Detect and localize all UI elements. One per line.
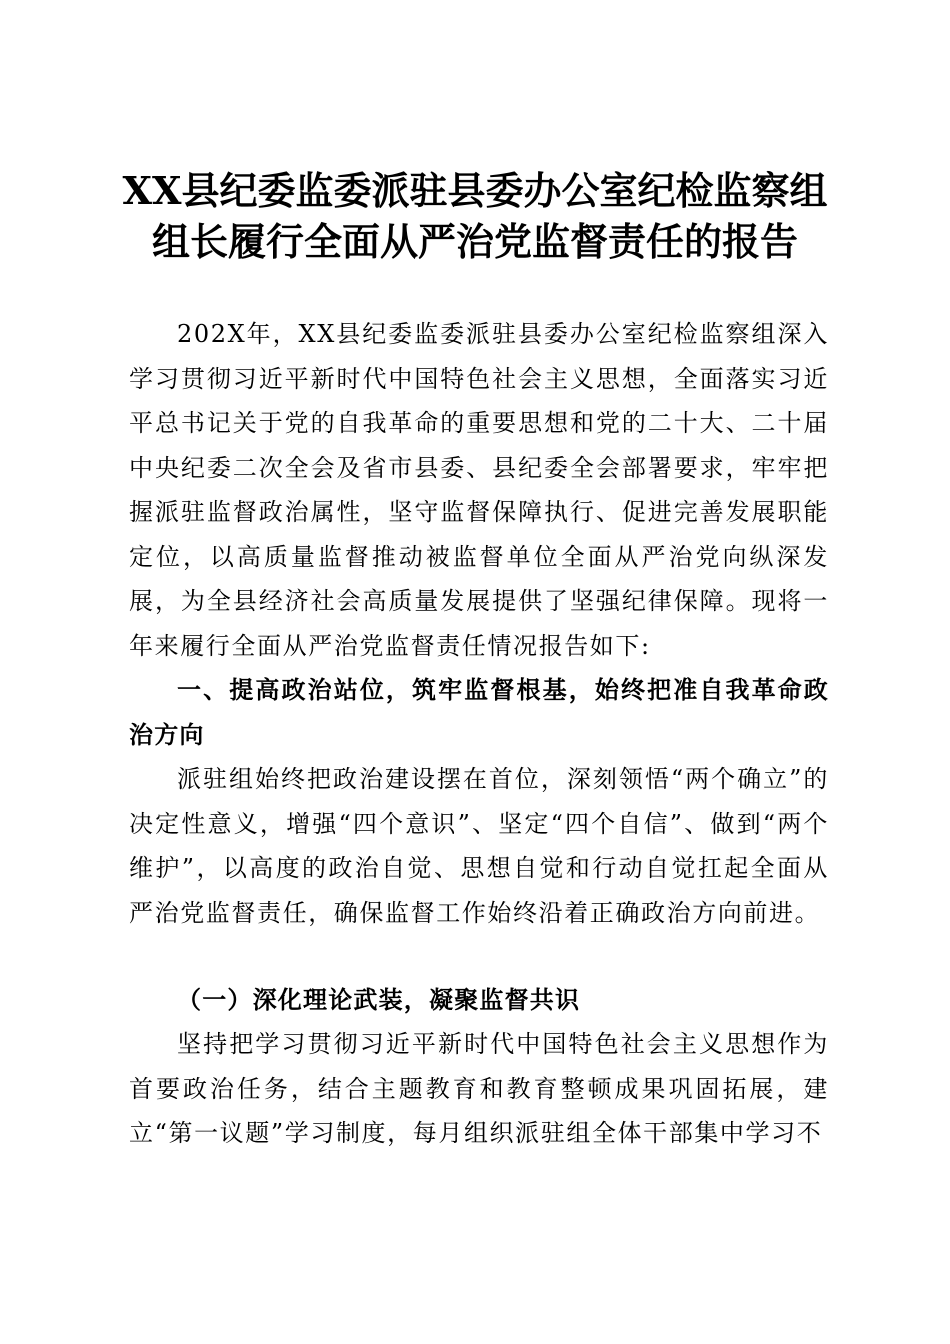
subsection-1-heading: （一）深化理论武装，凝聚监督共识	[177, 985, 581, 1014]
section-1-heading: 一、提高政治站位，筑牢监督根基，始终把准自我革命政治方向	[129, 676, 829, 749]
intro-paragraph: 202X年，XX县纪委监委派驻县委办公室纪检监察组深入学习贯彻习近平新时代中国特色社会主义思想，全面落实习近平总书记关于党的自我革命的重要思想和党的二十大、二十届中央纪委二次全会及省市县委、县纪委全会部署要求，牢牢把握派驻监督政治属性，坚守监督保障执行、促进完善发展职能定位，以高质量监督推动被监督单位全面从严治党向纵深发展，为全县经济社会高质量发展提供了坚强纪律保障。现将一年来履行全面从严治党监督责任情况报告如下:	[129, 320, 829, 660]
document-title: XX县纪委监委派驻县委办公室纪检监察组组长履行全面从严治党监督责任的报告	[122, 168, 828, 264]
subsection-1-paragraph: 坚持把学习贯彻习近平新时代中国特色社会主义思想作为首要政治任务，结合主题教育和教育整顿成果巩固拓展，建立“第一议题”学习制度，每月组织派驻组全体干部集中学习不	[129, 1030, 829, 1147]
section-1-paragraph: 派驻组始终把政治建设摆在首位，深刻领悟“两个确立”的决定性意义，增强“四个意识”、坚定“四个自信”、做到“两个维护”，以高度的政治自觉、思想自觉和行动自觉扛起全面从严治党监督责任，确保监督工作始终沿着正确政治方向前进。	[129, 765, 829, 927]
